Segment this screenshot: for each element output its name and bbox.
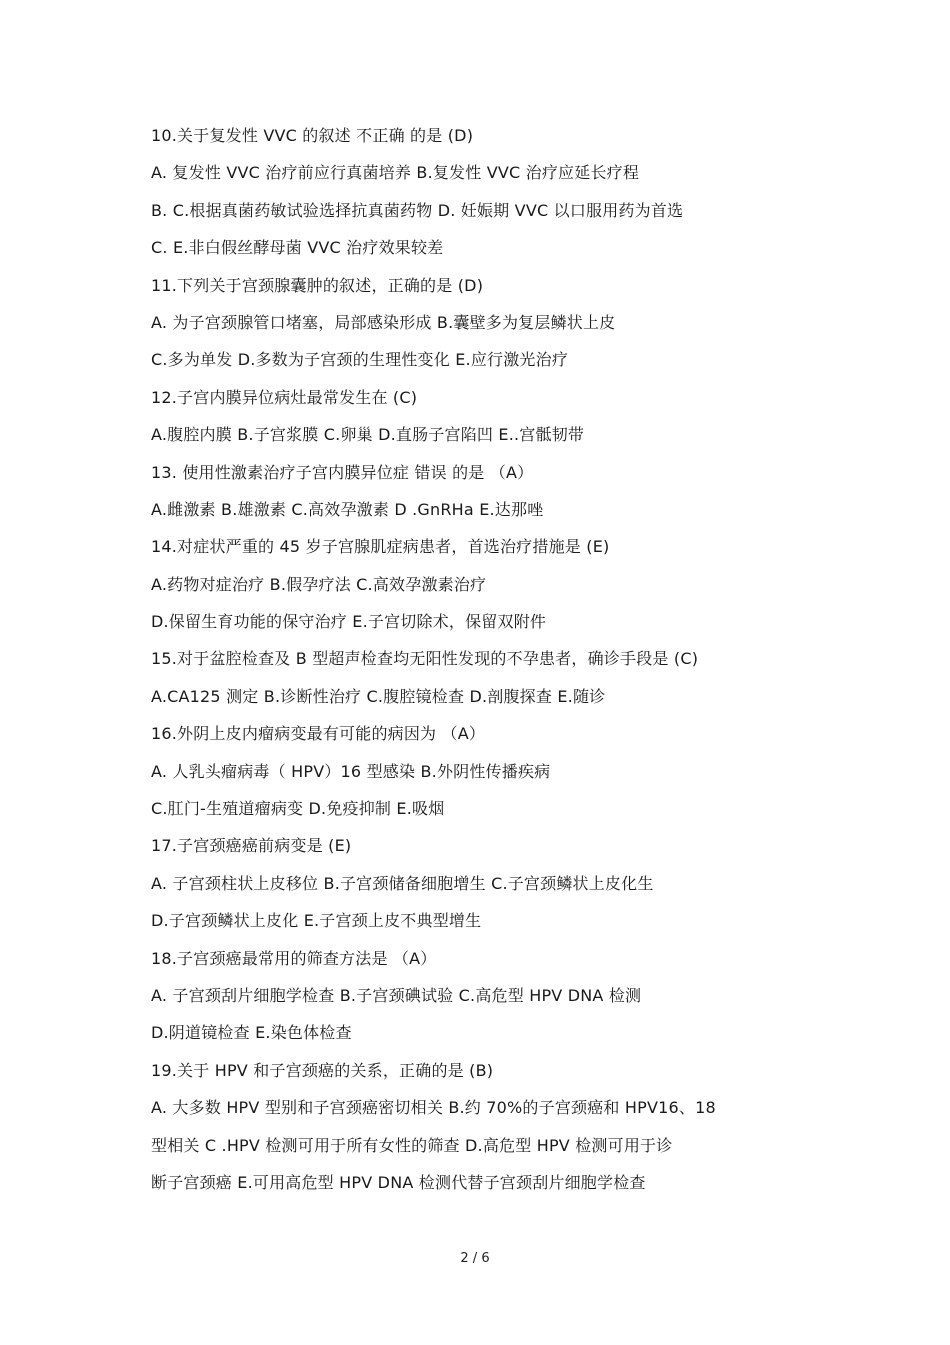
question-19-options-line: 型相关 C .HPV 检测可用于所有女性的筛查 D.高危型 HPV 检测可用于诊 <box>151 1135 673 1155</box>
question-18-options-line: A. 子宫颈刮片细胞学检查 B.子宫颈碘试验 C.高危型 HPV DNA 检测 <box>151 985 642 1005</box>
question-16-stem: 16.外阴上皮内瘤病变最有可能的病因为 （A） <box>151 724 486 744</box>
question-11-stem: 11.下列关于宫颈腺囊肿的叙述，正确的是 (D) <box>151 275 484 295</box>
question-10-options-line: B. C.根据真菌药敏试验选择抗真菌药物 D. 妊娠期 VVC 以口服用药为首选 <box>151 200 684 220</box>
question-17-stem: 17.子宫颈癌癌前病变是 (E) <box>151 836 352 856</box>
question-16-options-line: A. 人乳头瘤病毒（ HPV）16 型感染 B.外阴性传播疾病 <box>151 761 551 781</box>
question-18-options-line: D.阴道镜检查 E.染色体检查 <box>151 1023 352 1043</box>
question-10-stem: 10.关于复发性 VVC 的叙述 不正确 的是 (D) <box>151 126 474 145</box>
question-14-options-line: D.保留生育功能的保守治疗 E.子宫切除术，保留双附件 <box>151 612 547 632</box>
question-18-stem: 18.子宫颈癌最常用的筛查方法是 （A） <box>151 948 437 968</box>
question-17-options-line: A. 子宫颈柱状上皮移位 B.子宫颈储备细胞增生 C.子宫颈鳞状上皮化生 <box>151 873 654 893</box>
question-12-stem: 12.子宫内膜异位病灶最常发生在 (C) <box>151 387 418 407</box>
question-15-stem: 15.对于盆腔检查及 B 型超声检查均无阳性发现的不孕患者，确诊手段是 (C) <box>151 649 699 669</box>
question-12-options-line: A.腹腔内膜 B.子宫浆膜 C.卵巢 D.直肠子宫陷凹 E..宫骶韧带 <box>151 425 585 445</box>
question-19-options-line: 断子宫颈癌 E.可用高危型 HPV DNA 检测代替子宫颈刮片细胞学检查 <box>151 1172 646 1192</box>
question-15-options-line: A.CA125 测定 B.诊断性治疗 C.腹腔镜检查 D.剖腹探查 E.随诊 <box>151 686 606 706</box>
question-14-options-line: A.药物对症治疗 B.假孕疗法 C.高效孕激素治疗 <box>151 574 487 594</box>
question-16-options-line: C.肛门-生殖道瘤病变 D.免疫抑制 E.吸烟 <box>151 799 445 819</box>
question-19-options-line: A. 大多数 HPV 型别和子宫颈癌密切相关 B.约 70%的子宫颈癌和 HPV16、18 <box>151 1098 716 1118</box>
question-17-options-line: D.子宫颈鳞状上皮化 E.子宫颈上皮不典型增生 <box>151 911 482 931</box>
question-11-options-line: C.多为单发 D.多数为子宫颈的生理性变化 E.应行激光治疗 <box>151 350 569 370</box>
question-13-stem: 13. 使用性激素治疗子宫内膜异位症 错误 的是 （A） <box>151 462 534 482</box>
question-list <box>151 123 831 1207</box>
question-19-stem: 19.关于 HPV 和子宫颈癌的关系，正确的是 (B) <box>151 1060 494 1080</box>
question-10-options-line: A. 复发性 VVC 治疗前应行真菌培养 B.复发性 VVC 治疗应延长疗程 <box>151 163 640 183</box>
page-number: 2 / 6 <box>460 1251 490 1266</box>
question-14-stem: 14.对症状严重的 45 岁子宫腺肌症病患者，首选治疗措施是 (E) <box>151 537 610 557</box>
question-10-options-line: C. E.非白假丝酵母菌 VVC 治疗效果较差 <box>151 238 444 258</box>
question-11-options-line: A. 为子宫颈腺管口堵塞，局部感染形成 B.囊壁多为复层鳞状上皮 <box>151 312 616 332</box>
question-13-options-line: A.雌激素 B.雄激素 C.高效孕激素 D .GnRHa E.达那唑 <box>151 499 544 519</box>
